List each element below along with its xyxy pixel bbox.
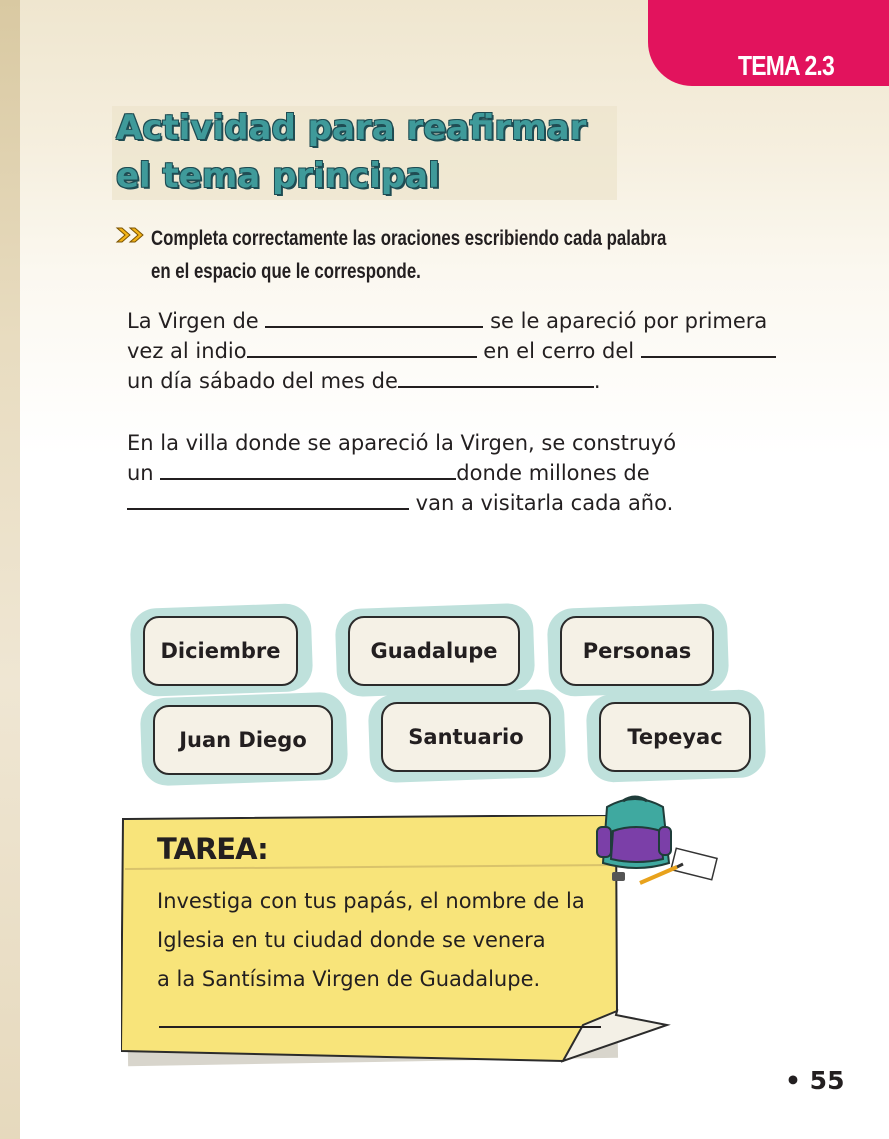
title-line-2: el tema principal xyxy=(116,156,440,196)
word-label: Santuario xyxy=(381,702,551,772)
backpack-icon xyxy=(585,793,720,893)
sentence-line xyxy=(127,458,807,488)
sentence-line xyxy=(127,306,807,336)
homework-line-3: a la Santísima Virgen de Guadalupe. xyxy=(157,967,541,991)
sentence-text: van a visitarla cada año. xyxy=(409,491,674,515)
answer-blank[interactable] xyxy=(127,488,409,510)
answer-blank[interactable] xyxy=(247,336,477,358)
sentence-line: En la villa donde se apareció la Virgen, se construyó xyxy=(127,431,677,455)
sentence-text: un xyxy=(127,461,161,485)
word-label: Personas xyxy=(560,616,714,686)
instruction-text xyxy=(151,222,711,288)
word-label: Juan Diego xyxy=(153,705,333,775)
answer-blank[interactable] xyxy=(160,458,456,480)
sentence-text: en el cerro del xyxy=(476,339,641,363)
homework-line-2: Iglesia en tu ciudad donde se venera xyxy=(157,928,546,952)
paragraph-2 xyxy=(127,428,807,518)
fill-in-sentences xyxy=(127,306,807,518)
sentence-text: un día sábado del mes de xyxy=(127,369,398,393)
word-label: Diciembre xyxy=(143,616,298,686)
sentence-line xyxy=(127,488,807,518)
homework-line-1: Investiga con tus papás, el nombre de la xyxy=(157,889,585,913)
word-card[interactable] xyxy=(599,702,751,772)
word-card[interactable] xyxy=(381,702,551,772)
sentence-line xyxy=(127,366,807,396)
word-card[interactable] xyxy=(348,616,520,686)
answer-blank[interactable] xyxy=(398,366,594,388)
instruction-line-1: Completa correctamente las oraciones escribiendo cada palabra xyxy=(151,227,667,250)
answer-blank[interactable] xyxy=(265,306,483,328)
page-title xyxy=(116,104,586,200)
double-chevron-icon xyxy=(115,225,147,245)
answer-line[interactable] xyxy=(159,1026,601,1028)
tema-label: TEMA 2.3 xyxy=(738,50,834,81)
sentence-line xyxy=(127,336,807,366)
homework-text xyxy=(157,882,617,999)
sentence-text: se le apareció por primera xyxy=(483,309,768,333)
word-card[interactable] xyxy=(143,616,298,686)
word-label: Guadalupe xyxy=(348,616,520,686)
paragraph-1 xyxy=(127,306,807,396)
word-card[interactable] xyxy=(153,705,333,775)
sentence-text: La Virgen de xyxy=(127,309,266,333)
word-label: Tepeyac xyxy=(599,702,751,772)
page-number: • 55 xyxy=(785,1066,845,1095)
page-edge xyxy=(0,0,20,1139)
word-card[interactable] xyxy=(560,616,714,686)
title-line-1: Actividad para reafirmar xyxy=(116,108,587,148)
sentence-text: donde millones de xyxy=(456,461,650,485)
answer-blank[interactable] xyxy=(641,336,776,358)
sentence-text: . xyxy=(593,369,601,393)
homework-title: TAREA: xyxy=(157,832,268,866)
instruction-line-2: en el espacio que le corresponde. xyxy=(151,260,421,283)
sentence-text: vez al indio xyxy=(127,339,247,363)
